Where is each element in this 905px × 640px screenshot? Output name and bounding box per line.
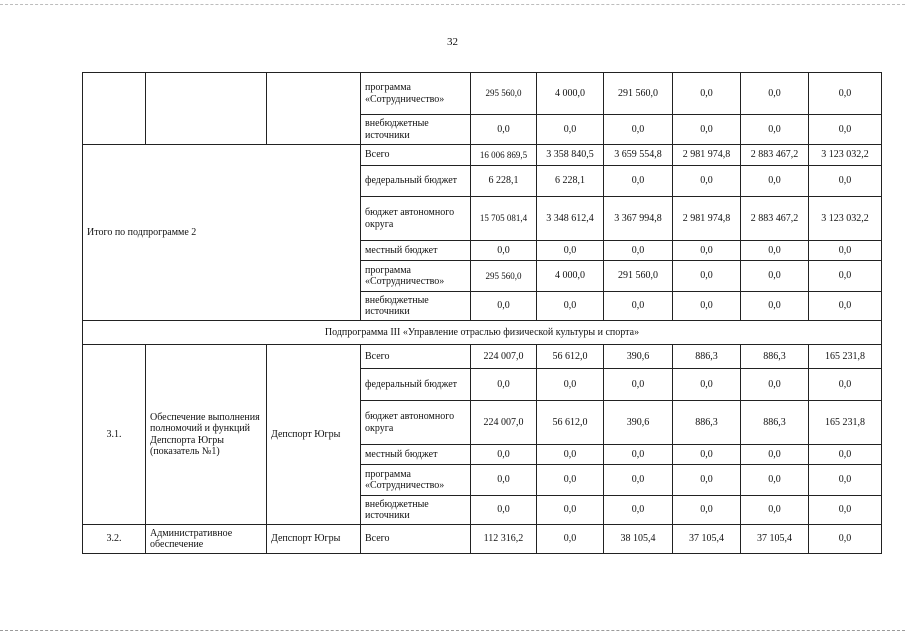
- source-label: федеральный бюджет: [361, 166, 471, 197]
- value-cell: 2 883 467,2: [741, 197, 809, 241]
- item-executor: Депспорт Югры: [267, 525, 361, 554]
- item-name: Обеспечение выполнения полномочий и функций Депспорта Югры (показатель №1): [146, 345, 267, 525]
- value-cell: 2 883 467,2: [741, 145, 809, 166]
- value-cell: 37 105,4: [741, 525, 809, 554]
- value-cell: 0,0: [809, 525, 882, 554]
- value-cell: 0,0: [604, 496, 673, 525]
- value-cell: 0,0: [809, 241, 882, 261]
- value-cell: 0,0: [809, 261, 882, 292]
- value-cell: 0,0: [741, 115, 809, 145]
- value-cell: 3 659 554,8: [604, 145, 673, 166]
- value-cell: 224 007,0: [471, 345, 537, 369]
- empty-cell: [83, 73, 146, 145]
- value-cell: 56 612,0: [537, 345, 604, 369]
- source-label: федеральный бюджет: [361, 369, 471, 401]
- value-cell: 0,0: [604, 241, 673, 261]
- value-cell: 0,0: [673, 241, 741, 261]
- page-number: 32: [447, 36, 458, 48]
- value-cell: 3 367 994,8: [604, 197, 673, 241]
- value-cell: 3 358 840,5: [537, 145, 604, 166]
- value-cell: 3 348 612,4: [537, 197, 604, 241]
- item-number: 3.2.: [83, 525, 146, 554]
- value-cell: 0,0: [537, 496, 604, 525]
- value-cell: 291 560,0: [604, 73, 673, 115]
- value-cell: 0,0: [741, 465, 809, 496]
- value-cell: 0,0: [809, 369, 882, 401]
- value-cell: 0,0: [537, 292, 604, 321]
- value-cell: 4 000,0: [537, 73, 604, 115]
- value-cell: 0,0: [673, 261, 741, 292]
- value-cell: 0,0: [741, 166, 809, 197]
- source-label: программа «Сотрудничество»: [361, 73, 471, 115]
- value-cell: 16 006 869,5: [471, 145, 537, 166]
- value-cell: 0,0: [471, 465, 537, 496]
- source-label: Всего: [361, 145, 471, 166]
- source-label: внебюджетные источники: [361, 496, 471, 525]
- value-cell: 0,0: [604, 166, 673, 197]
- value-cell: 0,0: [809, 496, 882, 525]
- value-cell: 0,0: [673, 445, 741, 465]
- source-label: местный бюджет: [361, 241, 471, 261]
- scan-edge-bottom: [0, 630, 905, 631]
- empty-cell: [146, 73, 267, 145]
- item-number: 3.1.: [83, 345, 146, 525]
- value-cell: 0,0: [604, 465, 673, 496]
- budget-table: [82, 72, 882, 554]
- scan-edge-top: [0, 4, 905, 5]
- value-cell: 0,0: [537, 465, 604, 496]
- value-cell: 0,0: [809, 115, 882, 145]
- value-cell: 4 000,0: [537, 261, 604, 292]
- value-cell: 886,3: [673, 401, 741, 445]
- source-label: Всего: [361, 525, 471, 554]
- value-cell: 0,0: [604, 369, 673, 401]
- table-row: [83, 321, 882, 345]
- value-cell: 0,0: [809, 445, 882, 465]
- subprogram-title: Подпрограмма III «Управление отраслью физической культуры и спорта»: [83, 321, 882, 345]
- value-cell: 295 560,0: [471, 73, 537, 115]
- table-row: [83, 145, 882, 166]
- value-cell: 0,0: [809, 73, 882, 115]
- value-cell: 0,0: [471, 241, 537, 261]
- value-cell: 0,0: [471, 369, 537, 401]
- value-cell: 37 105,4: [673, 525, 741, 554]
- source-label: программа «Сотрудничество»: [361, 261, 471, 292]
- value-cell: 886,3: [673, 345, 741, 369]
- empty-cell: [267, 73, 361, 145]
- value-cell: 0,0: [809, 166, 882, 197]
- source-label: внебюджетные источники: [361, 292, 471, 321]
- source-label: бюджет автономного округа: [361, 197, 471, 241]
- value-cell: 0,0: [604, 445, 673, 465]
- value-cell: 0,0: [604, 292, 673, 321]
- value-cell: 6 228,1: [537, 166, 604, 197]
- value-cell: 0,0: [673, 496, 741, 525]
- value-cell: 390,6: [604, 345, 673, 369]
- value-cell: 0,0: [741, 496, 809, 525]
- value-cell: 0,0: [673, 115, 741, 145]
- value-cell: 291 560,0: [604, 261, 673, 292]
- value-cell: 112 316,2: [471, 525, 537, 554]
- value-cell: 0,0: [741, 73, 809, 115]
- item-executor: Депспорт Югры: [267, 345, 361, 525]
- value-cell: 0,0: [673, 369, 741, 401]
- value-cell: 0,0: [537, 525, 604, 554]
- value-cell: 0,0: [809, 292, 882, 321]
- value-cell: 0,0: [741, 369, 809, 401]
- value-cell: 0,0: [673, 292, 741, 321]
- table-row: [83, 73, 882, 115]
- table-row: [83, 345, 882, 369]
- source-label: программа «Сотрудничество»: [361, 465, 471, 496]
- source-label: внебюджетные источники: [361, 115, 471, 145]
- value-cell: 2 981 974,8: [673, 145, 741, 166]
- value-cell: 0,0: [471, 115, 537, 145]
- value-cell: 224 007,0: [471, 401, 537, 445]
- value-cell: 295 560,0: [471, 261, 537, 292]
- value-cell: 0,0: [471, 445, 537, 465]
- value-cell: 3 123 032,2: [809, 145, 882, 166]
- table-row: [83, 525, 882, 554]
- value-cell: 165 231,8: [809, 401, 882, 445]
- value-cell: 0,0: [741, 445, 809, 465]
- value-cell: 0,0: [471, 496, 537, 525]
- value-cell: 38 105,4: [604, 525, 673, 554]
- value-cell: 0,0: [537, 445, 604, 465]
- value-cell: 0,0: [537, 241, 604, 261]
- value-cell: 0,0: [537, 115, 604, 145]
- value-cell: 6 228,1: [471, 166, 537, 197]
- source-label: Всего: [361, 345, 471, 369]
- value-cell: 165 231,8: [809, 345, 882, 369]
- value-cell: 0,0: [471, 292, 537, 321]
- value-cell: 0,0: [809, 465, 882, 496]
- item-name: Административное обеспечение: [146, 525, 267, 554]
- value-cell: 0,0: [604, 115, 673, 145]
- value-cell: 886,3: [741, 401, 809, 445]
- value-cell: 2 981 974,8: [673, 197, 741, 241]
- total-subprogram-label: Итого по подпрограмме 2: [83, 145, 361, 321]
- value-cell: 15 705 081,4: [471, 197, 537, 241]
- value-cell: 0,0: [673, 73, 741, 115]
- value-cell: 390,6: [604, 401, 673, 445]
- source-label: местный бюджет: [361, 445, 471, 465]
- value-cell: 56 612,0: [537, 401, 604, 445]
- value-cell: 3 123 032,2: [809, 197, 882, 241]
- source-label: бюджет автономного округа: [361, 401, 471, 445]
- value-cell: 0,0: [537, 369, 604, 401]
- value-cell: 0,0: [741, 241, 809, 261]
- value-cell: 0,0: [741, 261, 809, 292]
- value-cell: 0,0: [741, 292, 809, 321]
- value-cell: 0,0: [673, 465, 741, 496]
- value-cell: 886,3: [741, 345, 809, 369]
- value-cell: 0,0: [673, 166, 741, 197]
